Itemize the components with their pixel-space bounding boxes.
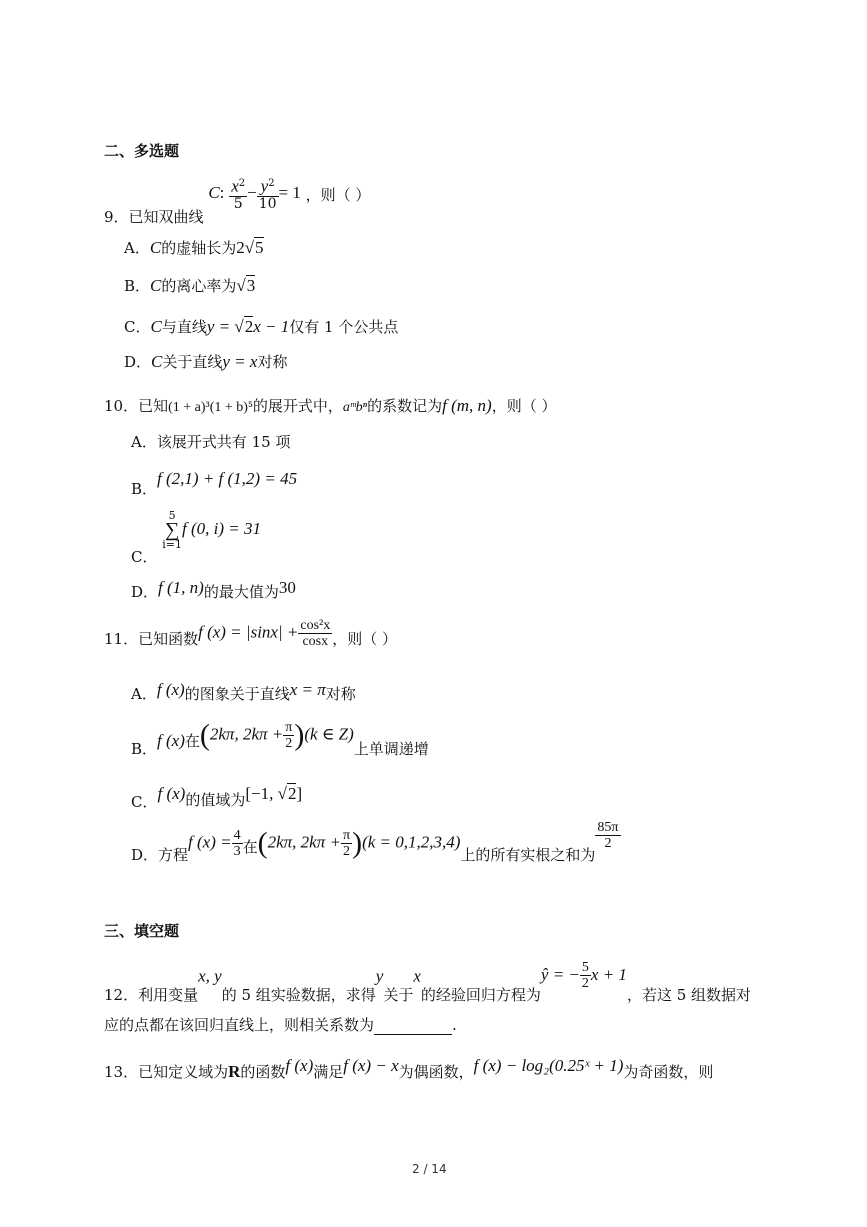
q10-expr: (1 + a)³(1 + b)⁵ [168, 400, 253, 415]
q11-option-c: C．f (x)的值域为[−1, √2] [131, 784, 303, 811]
q9-stem: 9．已知双曲线 [104, 207, 204, 226]
answer-blank[interactable] [374, 1020, 452, 1035]
q10-fmn: f (m, n) [442, 396, 492, 415]
q9-option-d: D．C关于直线y = x对称 [124, 352, 288, 371]
q9-option-a: A．C的虚轴长为2√5 [124, 238, 264, 257]
q11-option-a: A．f (x)的图象关于直线x = π对称 [131, 680, 356, 703]
section-heading-multiple-choice: 二、多选题 [104, 142, 180, 160]
question-9: 9．已知双曲线 C: $\frac{x^2}{5}$ − $\frac{y^2}{10}$ = 1 ，则（ ） [104, 176, 371, 226]
q9-frac2: $\frac{y^2}{10}$ [258, 176, 277, 212]
q11-option-b: B．f (x)在(2kπ, 2kπ + $\frac{\pi}{2}$ )(k ∈ Z)上单调递增 [131, 718, 429, 758]
question-11: 11．已知函数f (x) = |sinx| + $\frac{\text{cos²x}}{\cos x}$ ，则（ ） [104, 618, 397, 649]
question-12-line1: 12．利用变量x, y的 5 组实验数据，求得y关于x的经验回归方程为ŷ = − $\frac{5}{2}$ x + 1，若这 5 组数据对 [104, 960, 752, 1004]
q11-frac: $\frac{\text{cos²x}}{\cos x}$ [300, 618, 331, 649]
q9-stem-post: ，则（ ） [305, 185, 371, 204]
question-12-line2: 应的点都在该回归直线上，则相关系数为 . [104, 1016, 457, 1034]
section-heading-fill-blank: 三、填空题 [104, 922, 180, 940]
q9-option-c: C．C与直线y = √2x − 1仅有 1 个公共点 [124, 317, 399, 336]
q10-sum: 5 ∑ i=1 [162, 509, 182, 551]
q11-option-d: D．方程f (x) = $\frac{4}{3}$ 在(2kπ, 2kπ + $\frac{\pi}{2}$ )(k = 0,1,2,3,4)上的所有实根之和为 $\frac{85\pi}{2}$ [131, 820, 619, 864]
q10-option-b: B．f (2,1) + f (1,2) = 45 [131, 469, 298, 498]
q10-option-d: D．f (1, n)的最大值为30 [131, 578, 296, 601]
q9-curve: C [208, 182, 220, 202]
q9-option-b: B．C的离心率为√3 [124, 276, 256, 295]
q9-frac1: $\frac{x^2}{5}$ [231, 176, 246, 212]
q10-term: aᵐbⁿ [342, 400, 368, 415]
page-number: 2 / 14 [412, 1162, 447, 1176]
question-10: 10．已知(1 + a)³(1 + b)⁵的展开式中，aᵐbⁿ的系数记为f (m, n)，则（ ） [104, 396, 557, 415]
question-13: 13．已知定义域为R的函数f (x)满足f (x) − x为偶函数，f (x) − log₂(0.25ˣ + 1)为奇函数，则 [104, 1056, 714, 1081]
q10-option-c: C． 5 ∑ i=1 f (0, i) = 31 [131, 509, 261, 566]
q10-option-a: A．该展开式共有 15 项 [131, 433, 291, 451]
